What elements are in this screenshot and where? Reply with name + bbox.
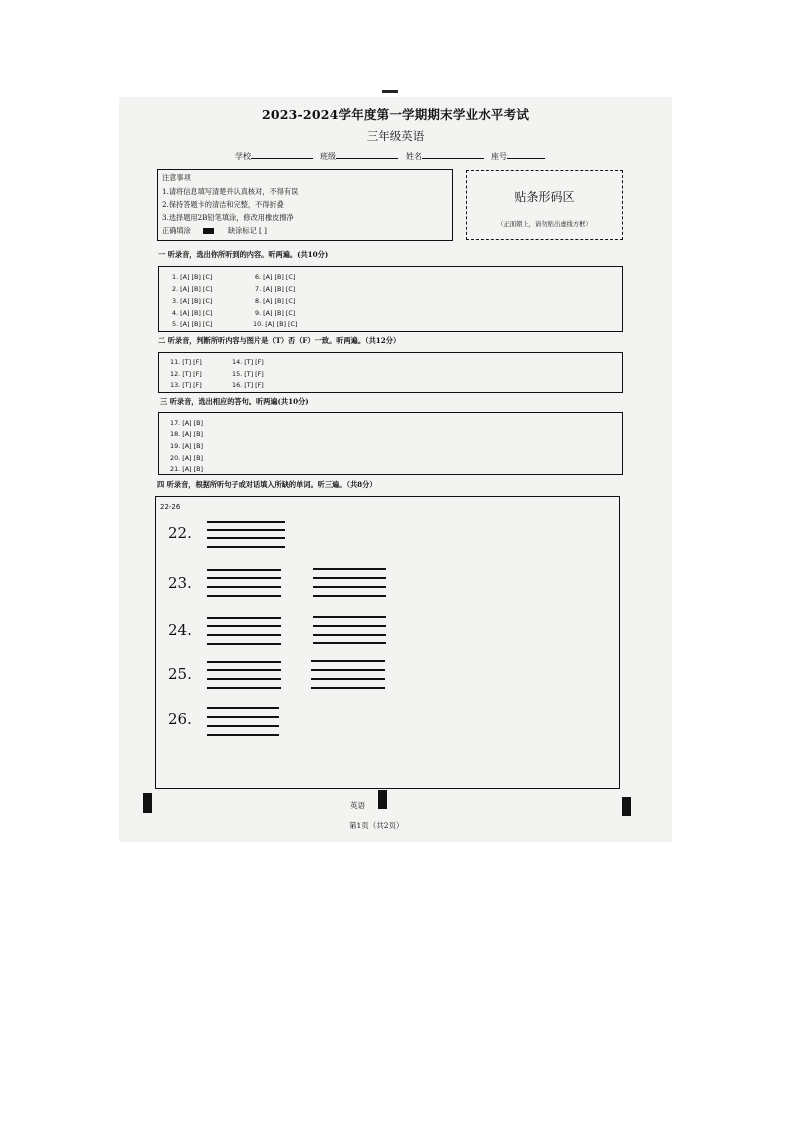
tf-row[interactable]: 14. [T] [F] <box>232 358 264 366</box>
section1-box <box>158 266 623 332</box>
choice-row[interactable]: 9. [A] [B] [C] <box>255 309 296 317</box>
seat-field[interactable] <box>491 150 545 162</box>
writing-line[interactable] <box>313 642 386 644</box>
section2-heading: 二 听录音，判断所听内容与图片是（T）否（F）一致。听两遍。（共12分） <box>158 336 401 345</box>
seat-blank <box>507 150 545 159</box>
writing-line[interactable] <box>207 595 281 597</box>
writing-line[interactable] <box>313 577 386 579</box>
writing-line[interactable] <box>311 660 385 662</box>
writing-line[interactable] <box>311 678 385 680</box>
writing-line[interactable] <box>207 537 285 539</box>
section3-heading: 三 听录音，选出相应的答句。听两遍(共10分) <box>160 397 309 406</box>
writing-line[interactable] <box>207 529 285 531</box>
writing-line[interactable] <box>207 707 279 709</box>
writing-line[interactable] <box>207 586 281 588</box>
footer-page: 第1页（共2页） <box>349 821 404 830</box>
writing-line[interactable] <box>207 687 281 689</box>
writing-line[interactable] <box>207 661 281 663</box>
writing-line[interactable] <box>313 568 386 570</box>
school-field[interactable] <box>235 150 313 162</box>
school-blank <box>251 150 313 159</box>
barcode-note: （正面朝上，请勿贴出虚线方框） <box>497 221 592 228</box>
barcode-area <box>466 170 623 240</box>
writing-line[interactable] <box>313 595 386 597</box>
writing-line[interactable] <box>207 521 285 523</box>
question-number: 22. <box>168 524 192 542</box>
top-mark <box>382 90 398 93</box>
section4-box <box>155 496 620 789</box>
writing-line[interactable] <box>207 734 279 736</box>
name-field[interactable] <box>406 150 484 162</box>
writing-line[interactable] <box>207 577 281 579</box>
writing-line[interactable] <box>207 643 281 645</box>
writing-line[interactable] <box>311 687 385 689</box>
tf-row[interactable]: 13. [T] [F] <box>170 381 202 389</box>
choice-row[interactable]: 2. [A] [B] [C] <box>172 285 213 293</box>
name-blank <box>422 150 484 159</box>
question-number: 24. <box>168 621 192 639</box>
class-field[interactable] <box>320 150 398 162</box>
footer-subject: 英语 <box>350 801 365 810</box>
notes-item-1: 1.请将信息填写清楚并认真核对，不得有误 <box>162 187 299 196</box>
writing-line[interactable] <box>207 634 281 636</box>
exam-subtitle: 三年级英语 <box>366 129 425 143</box>
choice-row[interactable]: 5. [A] [B] [C] <box>172 320 213 328</box>
exam-title: 2023-2024学年度第一学期期末学业水平考试 <box>261 107 530 122</box>
answer-row[interactable]: 21. [A] [B] <box>170 465 203 473</box>
class-label: 班级 <box>320 152 336 161</box>
answer-row[interactable]: 19. [A] [B] <box>170 442 203 450</box>
choice-row[interactable]: 10. [A] [B] [C] <box>253 320 298 328</box>
notes-item-2: 2.保持答题卡的清洁和完整，不得折叠 <box>162 200 284 209</box>
writing-line[interactable] <box>207 625 281 627</box>
writing-line[interactable] <box>313 616 386 618</box>
writing-line[interactable] <box>207 546 285 548</box>
answer-row[interactable]: 20. [A] [B] <box>170 454 203 462</box>
writing-line[interactable] <box>207 669 281 671</box>
choice-row[interactable]: 4. [A] [B] [C] <box>172 309 213 317</box>
name-label: 姓名 <box>406 152 422 161</box>
question-number: 23. <box>168 574 192 592</box>
writing-line[interactable] <box>313 625 386 627</box>
notes-item-3: 3.选择题用2B铅笔填涂，修改用橡皮擦净 <box>162 213 294 222</box>
range-label: 22-26 <box>160 503 181 511</box>
positioning-mark <box>622 797 631 816</box>
notes-box <box>157 169 453 241</box>
tf-row[interactable]: 12. [T] [F] <box>170 370 202 378</box>
correct-fill-label: 正确填涂 <box>162 226 191 235</box>
school-label: 学校 <box>235 152 251 161</box>
seat-label: 座号 <box>491 152 507 161</box>
writing-line[interactable] <box>207 678 281 680</box>
choice-row[interactable]: 7. [A] [B] [C] <box>255 285 296 293</box>
section4-heading: 四 听录音，根据所听句子或对话填入所缺的单词。听三遍。（共8分） <box>157 480 377 489</box>
choice-row[interactable]: 1. [A] [B] [C] <box>172 273 213 281</box>
correct-fill-sample <box>203 228 214 234</box>
section3-box <box>158 412 623 475</box>
class-blank <box>336 150 398 159</box>
question-number: 26. <box>168 710 192 728</box>
writing-line[interactable] <box>207 617 281 619</box>
tf-row[interactable]: 15. [T] [F] <box>232 370 264 378</box>
choice-row[interactable]: 6. [A] [B] [C] <box>255 273 296 281</box>
positioning-mark <box>378 790 387 809</box>
writing-line[interactable] <box>311 669 385 671</box>
writing-line[interactable] <box>207 569 281 571</box>
writing-line[interactable] <box>207 716 279 718</box>
missing-mark-label: 缺涂标记 [ ] <box>228 226 267 235</box>
positioning-mark <box>143 793 152 813</box>
writing-line[interactable] <box>313 586 386 588</box>
question-number: 25. <box>168 665 192 683</box>
section2-box <box>158 352 623 393</box>
tf-row[interactable]: 16. [T] [F] <box>232 381 264 389</box>
section1-heading: 一 听录音，选出你所听到的内容。听两遍。(共10分) <box>158 250 329 259</box>
tf-row[interactable]: 11. [T] [F] <box>170 358 202 366</box>
choice-row[interactable]: 3. [A] [B] [C] <box>172 297 213 305</box>
answer-row[interactable]: 18. [A] [B] <box>170 430 203 438</box>
notes-heading: 注意事项 <box>162 173 191 182</box>
barcode-title: 贴条形码区 <box>514 190 575 204</box>
writing-line[interactable] <box>313 634 386 636</box>
answer-row[interactable]: 17. [A] [B] <box>170 419 203 427</box>
choice-row[interactable]: 8. [A] [B] [C] <box>255 297 296 305</box>
writing-line[interactable] <box>207 725 279 727</box>
